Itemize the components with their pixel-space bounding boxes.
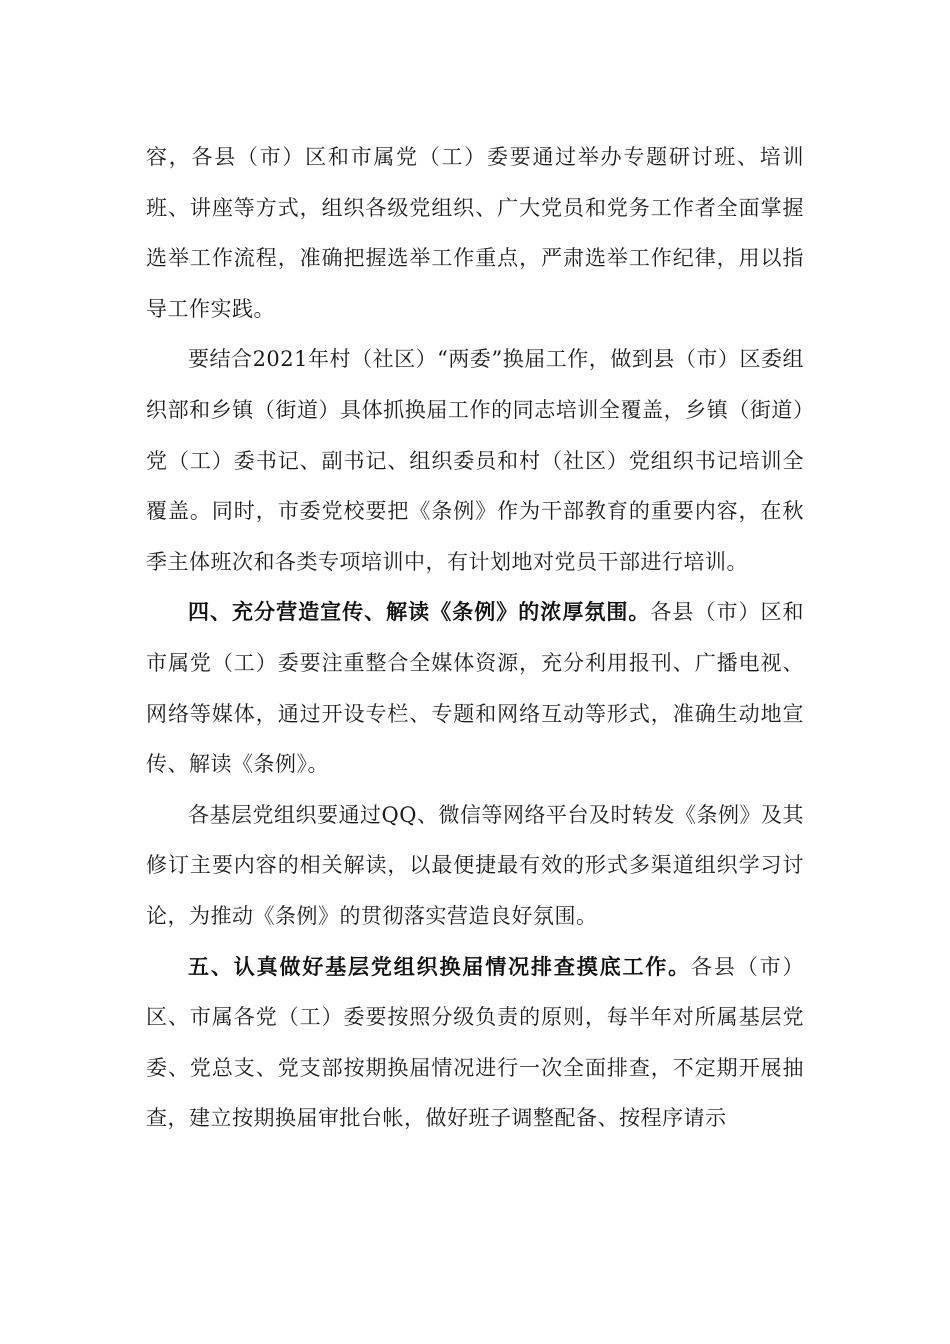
paragraph-text: 各县（市）区和市属党（工）委要注重整合全媒体资源，充分利用报刊、广播电视、网络等媒体，通过开设专栏、专题和网络互动等形式，准确生动地宣传、解读《条例》。 <box>146 600 805 777</box>
paragraph-text: 各县（市）区、市属各党（工）委要按照分级负责的原则，每半年对所属基层党委、党总支、党支部按期换届情况进行一次全面排查，不定期开展抽查，建立按期换届审批台帐，做好班子调整配备、按程序请示 <box>146 954 805 1131</box>
paragraph-continuation <box>146 132 804 334</box>
paragraph-training <box>146 334 804 587</box>
paragraph-text: 要结合2021年村（社区）“两委”换届工作，做到县（市）区委组织部和乡镇（街道）具体抓换届工作的同志培训全覆盖，乡镇（街道）党（工）委书记、副书记、组织委员和村（社区）党组织书记培训全覆盖。同时，市委党校要把《条例》作为干部教育的重要内容，在秋季主体班次和各类专项培训中，有计划地对党员干部进行培训。 <box>146 347 804 574</box>
document-body <box>146 132 804 1144</box>
section-heading: 四、充分营造宣传、解读《条例》的浓厚氛围。 <box>188 600 651 625</box>
paragraph-text: 各基层党组织要通过QQ、微信等网络平台及时转发《条例》及其修订主要内容的相关解读，以最便捷最有效的形式多渠道组织学习讨论，为推动《条例》的贯彻落实营造良好氛围。 <box>146 802 804 928</box>
section-five <box>146 942 804 1144</box>
paragraph-network <box>146 790 804 942</box>
section-four <box>146 587 804 789</box>
paragraph-text: 容，各县（市）区和市属党（工）委要通过举办专题研讨班、培训班、讲座等方式，组织各级党组织、广大党员和党务工作者全面掌握选举工作流程，准确把握选举工作重点，严肃选举工作纪律，用以指导工作实践。 <box>146 145 804 321</box>
section-heading: 五、认真做好基层党组织换届情况排查摸底工作。 <box>188 954 692 979</box>
